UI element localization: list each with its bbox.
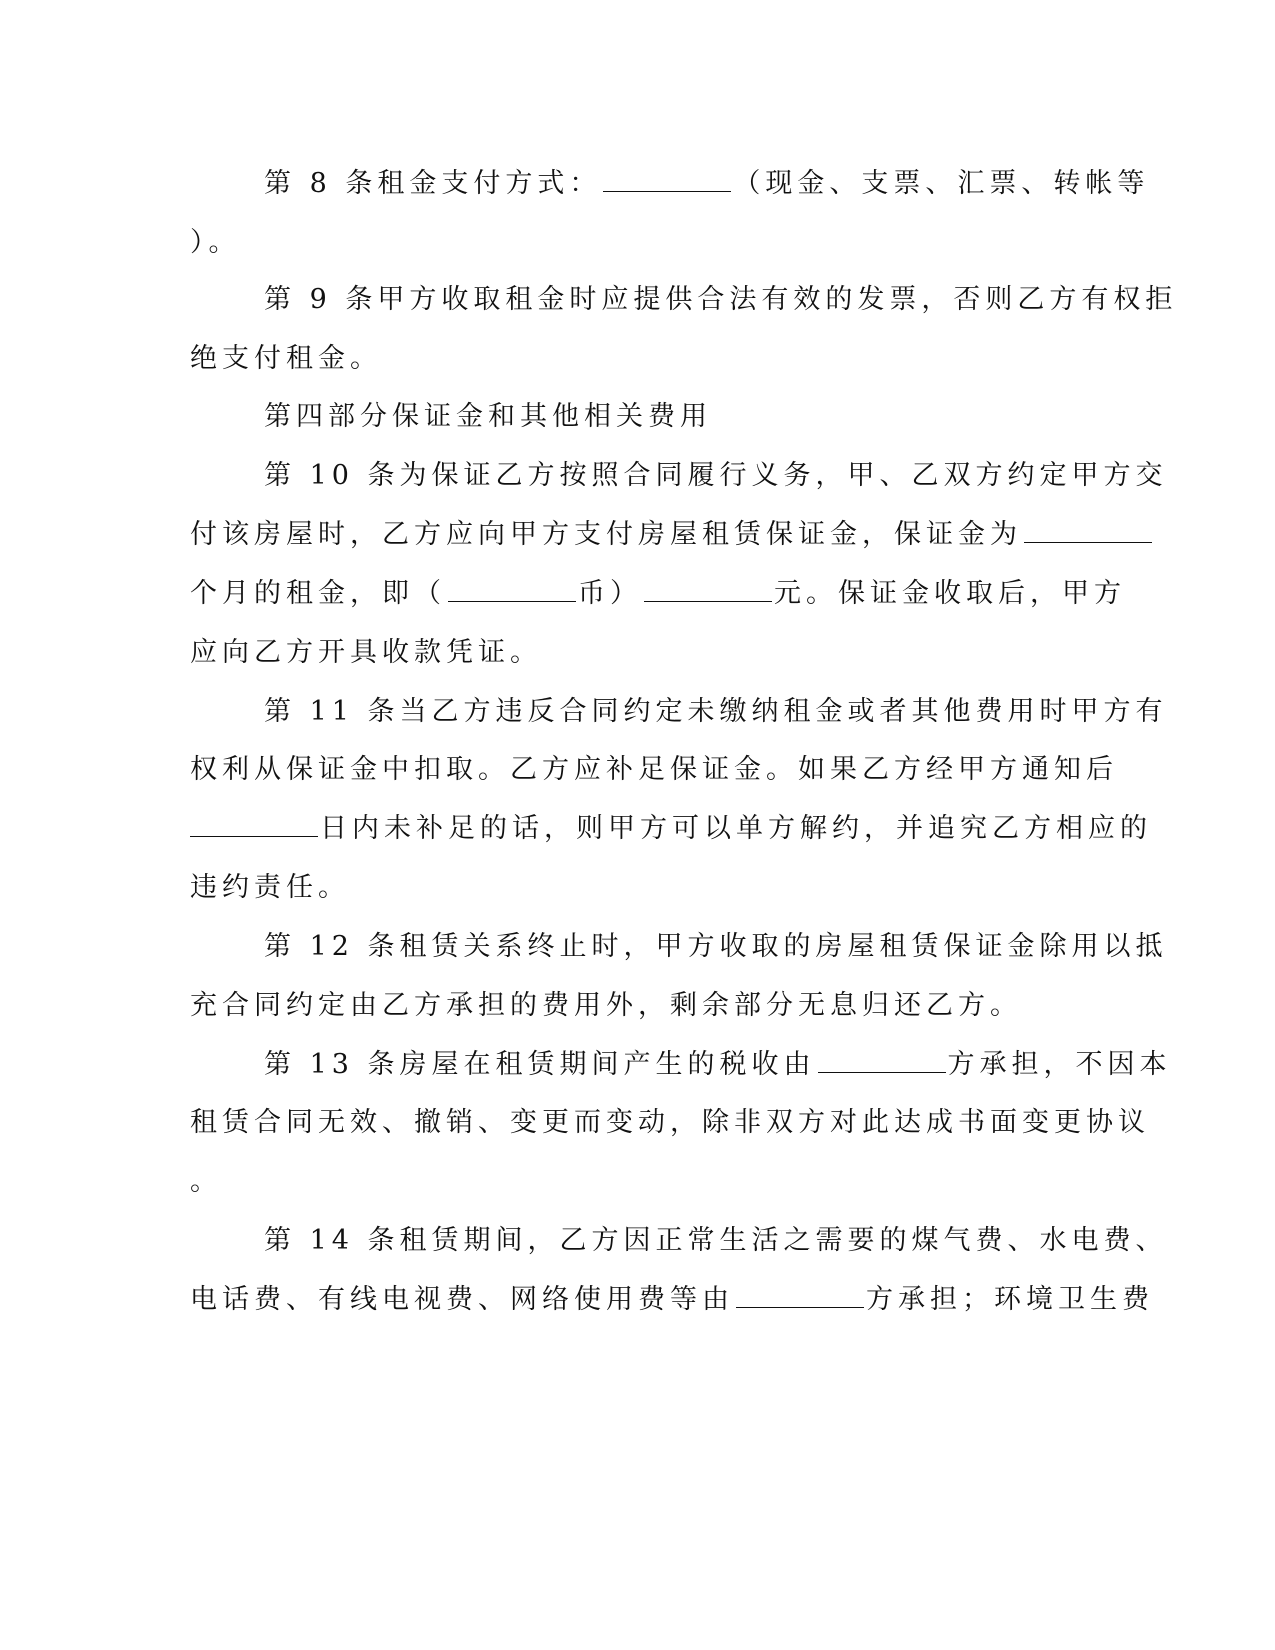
text-line bbox=[264, 694, 1168, 730]
text-segment: 租赁合同无效、撤销、变更而变动，除非双方对此达成书面变更协议 bbox=[190, 1107, 1150, 1138]
text-line bbox=[190, 1164, 222, 1200]
text-segment: 权利从保证金中扣取。乙方应补足保证金。如果乙方经甲方通知后 bbox=[190, 754, 1118, 785]
text-segment: 第 11 条当乙方违反合同约定未缴纳租金或者其他费用时甲方有 bbox=[264, 696, 1168, 727]
text-segment: ）。 bbox=[190, 227, 241, 258]
text-segment: 绝支付租金。 bbox=[190, 343, 382, 374]
text-line bbox=[190, 1282, 1154, 1318]
text-segment: （现金、支票、汇票、转帐等 bbox=[733, 168, 1150, 199]
fill-blank bbox=[818, 1048, 946, 1073]
text-line bbox=[190, 576, 1126, 612]
text-segment: 第 13 条房屋在租赁期间产生的税收由 bbox=[264, 1049, 816, 1080]
section-heading bbox=[264, 399, 712, 435]
text-segment: 元。保证金收取后，甲方 bbox=[774, 578, 1126, 609]
text-line bbox=[190, 225, 241, 261]
text-line bbox=[264, 1223, 1168, 1259]
text-line bbox=[190, 811, 1152, 847]
text-line bbox=[190, 635, 542, 671]
fill-blank bbox=[603, 167, 731, 192]
text-line bbox=[264, 1047, 1172, 1083]
text-line bbox=[190, 752, 1118, 788]
text-segment: 第 9 条甲方收取租金时应提供合法有效的发票，否则乙方有权拒 bbox=[264, 284, 1178, 315]
text-line bbox=[264, 166, 1149, 202]
text-line bbox=[264, 458, 1168, 494]
text-segment: 充合同约定由乙方承担的费用外，剩余部分无息归还乙方。 bbox=[190, 990, 1022, 1021]
text-line bbox=[190, 517, 1154, 553]
text-line bbox=[190, 1105, 1150, 1141]
text-segment: 第四部分保证金和其他相关费用 bbox=[264, 401, 712, 432]
text-segment: 电话费、有线电视费、网络使用费等由 bbox=[190, 1284, 734, 1315]
text-segment: 日内未补足的话，则甲方可以单方解约，并追究乙方相应的 bbox=[320, 813, 1152, 844]
text-line bbox=[190, 988, 1022, 1024]
text-segment: 方承担，不因本 bbox=[947, 1049, 1172, 1080]
text-line bbox=[190, 341, 382, 377]
text-segment: 方承担；环境卫生费 bbox=[866, 1284, 1154, 1315]
text-line bbox=[264, 282, 1177, 318]
text-segment: 币） bbox=[578, 578, 642, 609]
text-segment: 第 12 条租赁关系终止时，甲方收取的房屋租赁保证金除用以抵 bbox=[264, 931, 1168, 962]
fill-blank bbox=[448, 577, 576, 602]
text-line bbox=[190, 870, 350, 906]
text-segment: 应向乙方开具收款凭证。 bbox=[190, 637, 542, 668]
text-segment: 付该房屋时，乙方应向甲方支付房屋租赁保证金，保证金为 bbox=[190, 519, 1022, 550]
fill-blank bbox=[736, 1283, 864, 1308]
text-segment: 第 14 条租赁期间，乙方因正常生活之需要的煤气费、水电费、 bbox=[264, 1225, 1168, 1256]
text-segment: 个月的租金，即（ bbox=[190, 578, 446, 609]
text-segment: 第 8 条租金支付方式： bbox=[264, 168, 602, 199]
fill-blank bbox=[1024, 518, 1152, 543]
text-segment: 。 bbox=[190, 1166, 222, 1197]
text-line bbox=[264, 929, 1168, 965]
text-segment: 违约责任。 bbox=[190, 872, 350, 903]
fill-blank bbox=[190, 812, 318, 837]
text-segment: 第 10 条为保证乙方按照合同履行义务，甲、乙双方约定甲方交 bbox=[264, 460, 1168, 491]
fill-blank bbox=[644, 577, 772, 602]
